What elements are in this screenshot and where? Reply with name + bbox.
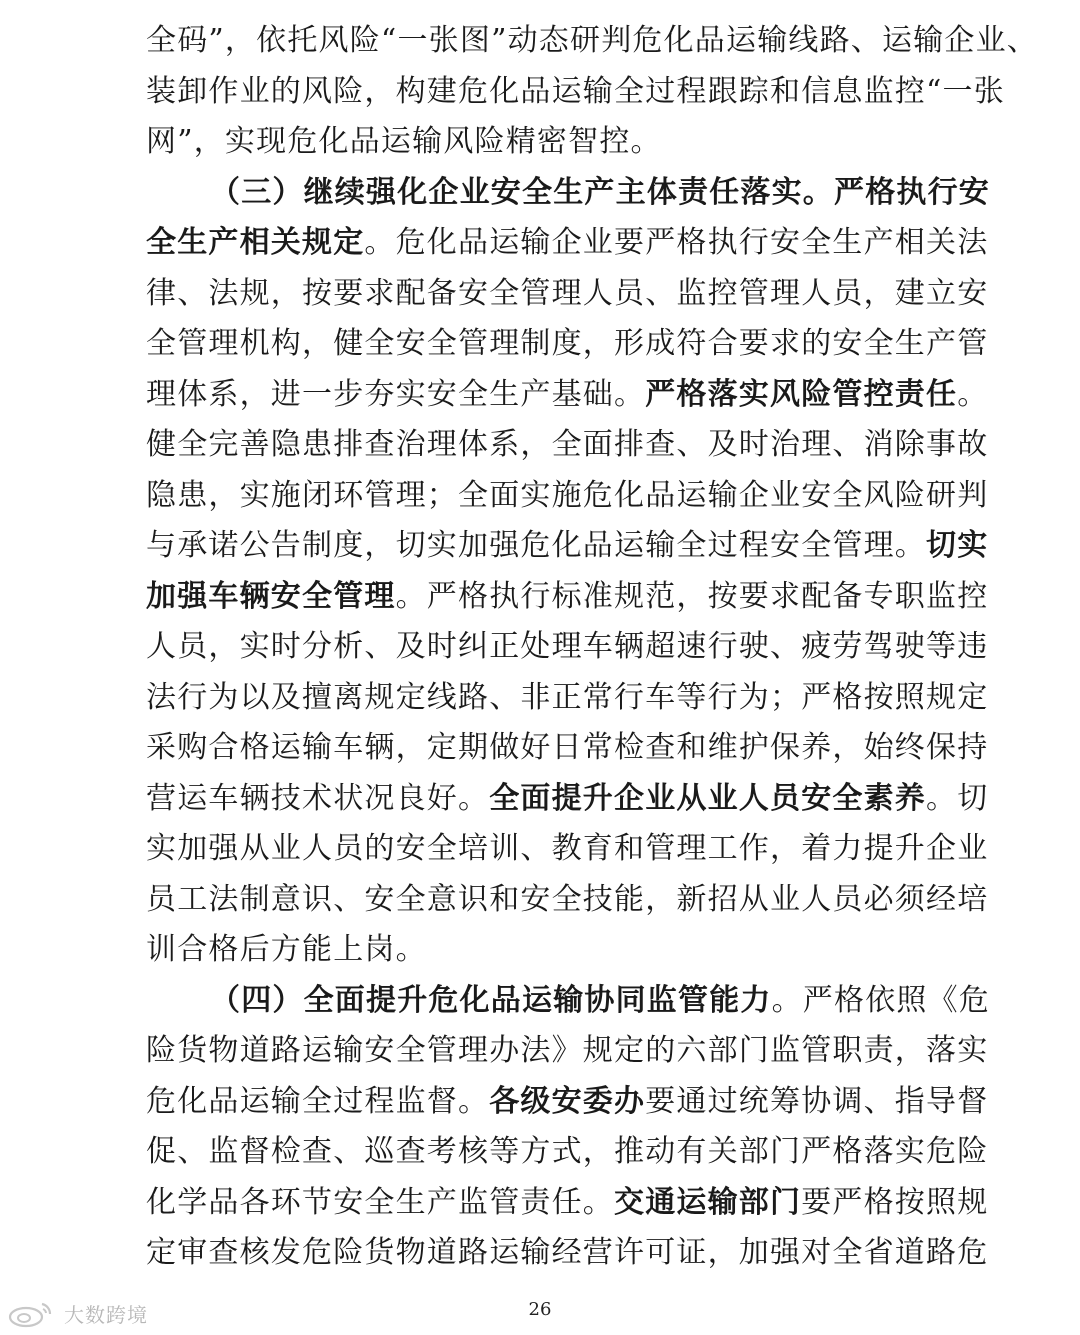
watermark-logo-icon [6,1298,58,1328]
watermark [6,1297,148,1329]
text-segment: 化学品各环节安全生产监管责任。 [146,1184,614,1220]
bold-text-segment: 严格落实风险管控责任 [645,376,958,412]
text-segment: 律、法规，按要求配备安全管理人员、监控管理人员，建立安 [146,275,989,311]
text-segment: 健全完善隐患排查治理体系，全面排查、及时治理、消除事故 [146,427,989,462]
bold-text-segment: 加强车辆安全管理 [146,578,396,614]
text-line [146,218,988,268]
text-segment: 要通过统筹协调、指导督 [645,1083,989,1119]
text-line [146,269,988,319]
bold-text-segment: 全生产相关规定 [146,225,365,260]
text-line [146,1127,988,1177]
watermark-text: 大数跨境 [64,1302,148,1327]
text-segment: 训合格后方能上岗。 [146,932,427,967]
text-line [146,673,988,723]
text-line [146,572,988,622]
bold-text-segment: 全面提升企业从业人员安全素养 [489,780,927,816]
text-segment: 全管理机构，健全安全管理制度，形成符合要求的安全生产管 [146,326,989,361]
text-line [146,521,988,571]
bold-text-segment: （三）继续强化企业安全生产主体责任落实。严格执行安 [210,174,990,210]
text-line [146,774,988,824]
text-line [146,1178,988,1228]
text-segment: 。严格执行标准规范，按要求配备专职监控 [395,578,989,614]
text-line [146,622,988,672]
text-line [146,471,988,521]
text-segment: 采购合格运输车辆，定期做好日常检查和维护保养，始终保持 [146,730,989,765]
text-line [146,925,427,975]
text-line [146,824,988,874]
text-segment: 要严格按照规 [801,1184,989,1220]
bold-text-segment: （四）全面提升危化品运输协同监管能力 [210,982,772,1018]
text-segment: 装卸作业的风险，构建危化品运输全过程跟踪和信息监控“一张 [146,73,1005,109]
text-line [146,875,988,925]
text-line [146,723,988,773]
text-segment: 。危化品运输企业要严格执行安全生产相关法 [364,225,989,260]
text-segment: 法行为以及擅离规定线路、非正常行车等行为；严格按照规定 [146,679,989,715]
text-segment: 危化品运输全过程监督。 [146,1083,490,1119]
text-line [146,1026,988,1076]
text-segment: 网”，实现危化品运输风险精密智控。 [146,124,662,159]
text-segment: 员工法制意识、安全意识和安全技能，新招从业人员必须经培 [146,881,989,917]
text-line [146,1228,988,1278]
text-segment: 人员，实时分析、及时纠正处理车辆超速行驶、疲劳驾驶等违 [146,629,989,664]
page-number: 26 [528,1299,552,1320]
text-segment: 。切 [926,780,989,816]
text-segment: 与承诺公告制度，切实加强危化品运输全过程安全管理。 [146,528,926,563]
text-segment: 险货物道路运输安全管理办法》规定的六部门监管职责，落实 [146,1033,989,1068]
bold-text-segment: 切实 [926,528,989,563]
text-segment: 定审查核发危险货物道路运输经营许可证，加强对全省道路危 [146,1235,989,1270]
bold-text-segment: 交通运输部门 [614,1184,802,1220]
text-segment: 实加强从业人员的安全培训、教育和管理工作，着力提升企业 [146,831,989,866]
text-segment: 理体系，进一步夯实安全生产基础。 [146,376,646,412]
text-segment: 促、监督检查、巡查考核等方式，推动有关部门严格落实危险 [146,1134,989,1169]
text-line [146,1077,988,1127]
text-line [146,319,988,369]
text-line [210,976,990,1026]
text-segment: 。 [957,376,989,412]
text-line [146,117,662,167]
text-segment: 。严格依照《危 [771,982,991,1018]
text-line [146,420,988,470]
text-segment: 营运车辆技术状况良好。 [146,780,490,816]
text-segment: 全码”，依托风险“一张图”动态研判危化品运输线路、运输企业、 [146,23,1039,58]
text-segment: 隐患，实施闭环管理；全面实施危化品运输企业安全风险研判 [146,477,989,513]
text-line [146,370,988,420]
text-line [146,67,1005,117]
bold-text-segment: 各级安委办 [489,1083,646,1119]
text-line [146,16,1038,66]
text-line [210,168,990,218]
